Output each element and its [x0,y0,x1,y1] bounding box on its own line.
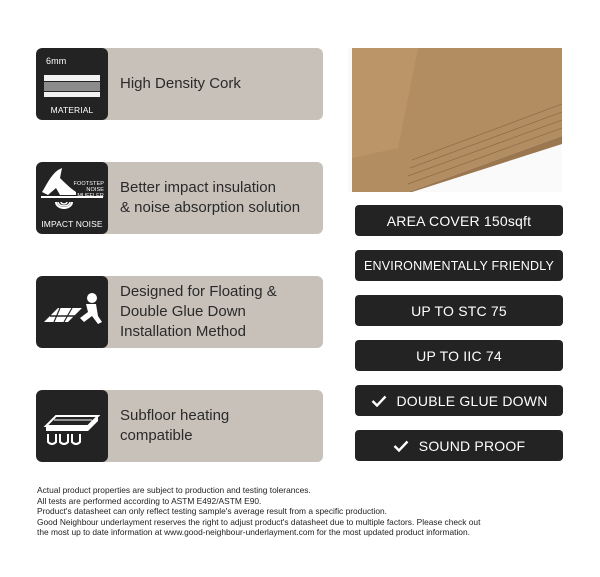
feature-line: Better impact insulation [120,179,276,196]
badge-area-cover [355,205,563,236]
feature-impact-noise [36,162,323,234]
feature-line: compatible [120,427,193,444]
disclaimer [37,485,577,538]
disclaimer-line: Product's datasheet can only reflect testing sample's average result from a specific production. [37,506,388,517]
floor-installer-icon [36,276,108,348]
noise-label: NOISE [86,187,104,193]
feature-line: Designed for Floating & [120,283,277,300]
feature-subfloor-heating-text [120,390,315,462]
feature-material [36,48,323,120]
badge-label: ENVIRONMENTALLY FRIENDLY [363,258,555,273]
badge-environmentally-friendly [355,250,563,281]
disclaimer-line: All tests are performed according to ASTM E492/ASTM E90. [37,495,262,506]
feature-installation [36,276,323,348]
footstep-label: FOOTSTEP [73,181,104,187]
impact-noise-label: IMPACT NOISE [41,219,103,229]
subfloor-heating-icon [36,390,108,462]
badge-label: AREA COVER 150sqft [386,212,532,229]
badge-sound-proof [355,430,563,461]
badge-label: UP TO STC 75 [411,302,507,319]
disclaimer-line: the most up to date information at www.good-neighbour-underlayment.com for the most updated product information. [37,527,470,538]
badge-label: UP TO IIC 74 [416,347,502,364]
feature-impact-noise-text [120,162,315,234]
feature-material-text [120,48,315,120]
check-icon [393,440,409,452]
check-icon [371,395,387,407]
badge-double-glue-down [355,385,563,416]
feature-line: Double Glue Down [120,303,246,320]
feature-subfloor-heating [36,390,323,462]
badge-iic [355,340,563,371]
feature-line: Installation Method [120,323,246,340]
cork-layers-icon [36,48,108,120]
disclaimer-line: Actual product properties are subject to production and testing tolerances. [37,485,311,495]
badge-label: SOUND PROOF [418,437,526,454]
high-heel-footstep-icon [36,162,108,234]
disclaimer-line: Good Neighbour underlayment reserves the right to adjust product's datasheet due to multiple factors. Please check out [37,516,481,527]
feature-line: Subfloor heating [120,407,230,424]
badge-label: DOUBLE GLUE DOWN [396,392,548,409]
muffler-label: MUFFLER [77,193,104,199]
feature-installation-text [120,276,315,348]
cork-sheets-photo [348,48,562,192]
thickness-label: 6mm [46,56,67,66]
feature-line: High Density Cork [120,75,241,92]
badge-stc [355,295,563,326]
material-label: MATERIAL [50,105,94,115]
feature-line: & noise absorption solution [120,199,301,216]
